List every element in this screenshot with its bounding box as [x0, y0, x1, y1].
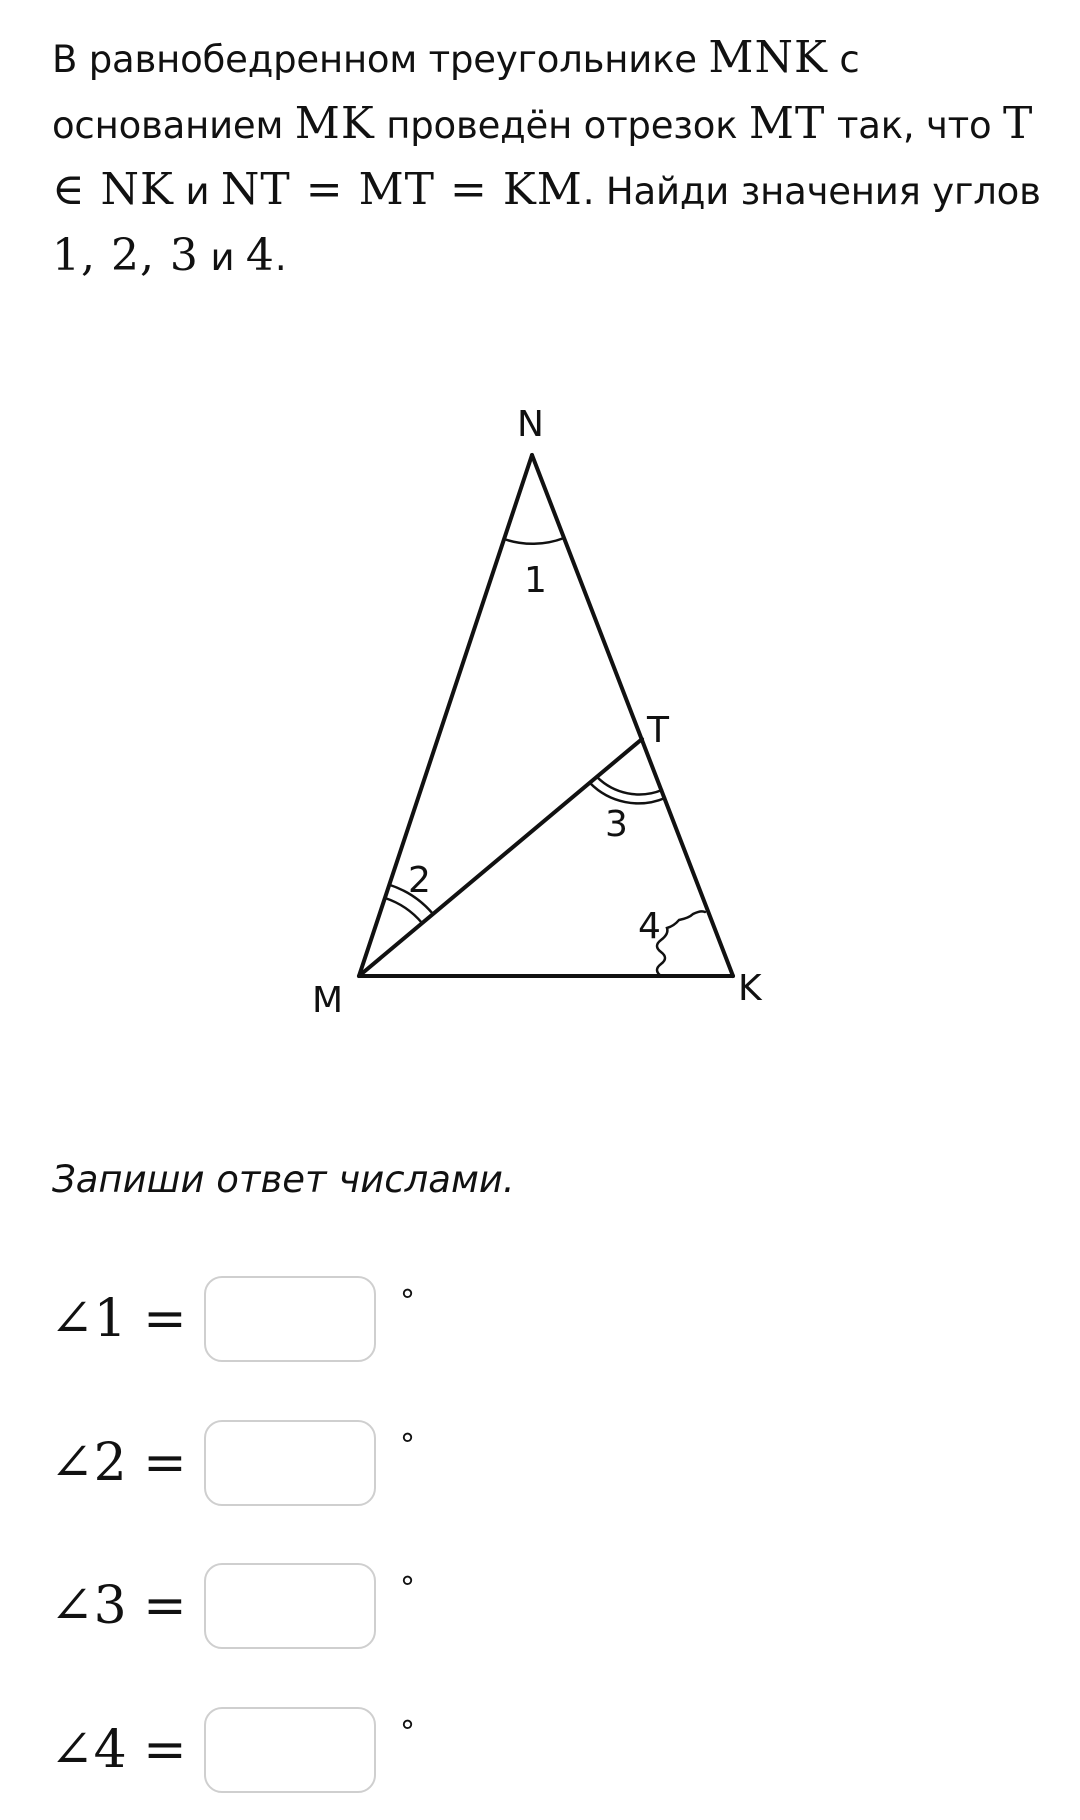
problem-text-part: проведён отрезок [374, 104, 749, 147]
problem-text-part: В равнобедренном треугольнике [52, 38, 709, 81]
problem-text-part: и [173, 170, 221, 213]
angle-arc-3-inner [597, 777, 662, 794]
math-equal-segments: NT = MT = KM [220, 164, 583, 215]
vertex-label-n: N [517, 404, 544, 445]
answer-row-angle-1 [50, 1276, 550, 1368]
problem-statement [52, 26, 1042, 290]
angle-arc-4-wavy [657, 911, 705, 976]
degree-symbol: ° [400, 1284, 415, 1319]
problem-text-part: . [274, 236, 287, 279]
angle-label-1: 1 [524, 560, 547, 601]
math-segment-mt: MT [748, 98, 826, 149]
problem-text-part: . Найди значения углов [582, 170, 1041, 213]
instruction-text: Запиши ответ числами. [52, 1158, 515, 1201]
answer-label: ∠2 = [50, 1433, 187, 1493]
vertex-label-k: K [738, 968, 762, 1009]
math-angle-four: 4 [245, 230, 275, 281]
problem-text-part: и [198, 236, 246, 279]
angle-arc-2-outer [385, 898, 422, 923]
problem-text-part: с основанием [52, 38, 860, 147]
angle-label-2: 2 [408, 860, 431, 901]
vertex-label-t: T [647, 710, 669, 751]
angle-1-input[interactable] [204, 1276, 376, 1362]
math-t-in-nk: T ∈ NK [52, 98, 1034, 215]
degree-symbol: ° [400, 1715, 415, 1750]
triangle-diagram [0, 380, 1080, 1040]
answer-label: ∠3 = [50, 1576, 187, 1636]
angle-arc-1 [504, 538, 564, 544]
angle-label-4: 4 [638, 906, 661, 947]
angle-3-input[interactable] [204, 1563, 376, 1649]
problem-text-part: так, что [825, 104, 1003, 147]
degree-symbol: ° [400, 1428, 415, 1463]
answer-row-angle-2 [50, 1420, 550, 1512]
angle-4-input[interactable] [204, 1707, 376, 1793]
side-nk [532, 455, 733, 976]
angle-2-input[interactable] [204, 1420, 376, 1506]
answer-row-angle-3 [50, 1563, 550, 1655]
math-triangle-mnk: MNK [708, 32, 828, 83]
math-base-mk: MK [294, 98, 375, 149]
angle-label-3: 3 [605, 804, 628, 845]
math-angle-list: 1, 2, 3 [52, 230, 199, 281]
vertex-label-m: M [312, 980, 344, 1021]
answer-row-angle-4 [50, 1707, 550, 1799]
answer-label: ∠1 = [50, 1289, 187, 1349]
answer-label: ∠4 = [50, 1720, 187, 1780]
segment-mt [359, 739, 642, 976]
degree-symbol: ° [400, 1571, 415, 1606]
